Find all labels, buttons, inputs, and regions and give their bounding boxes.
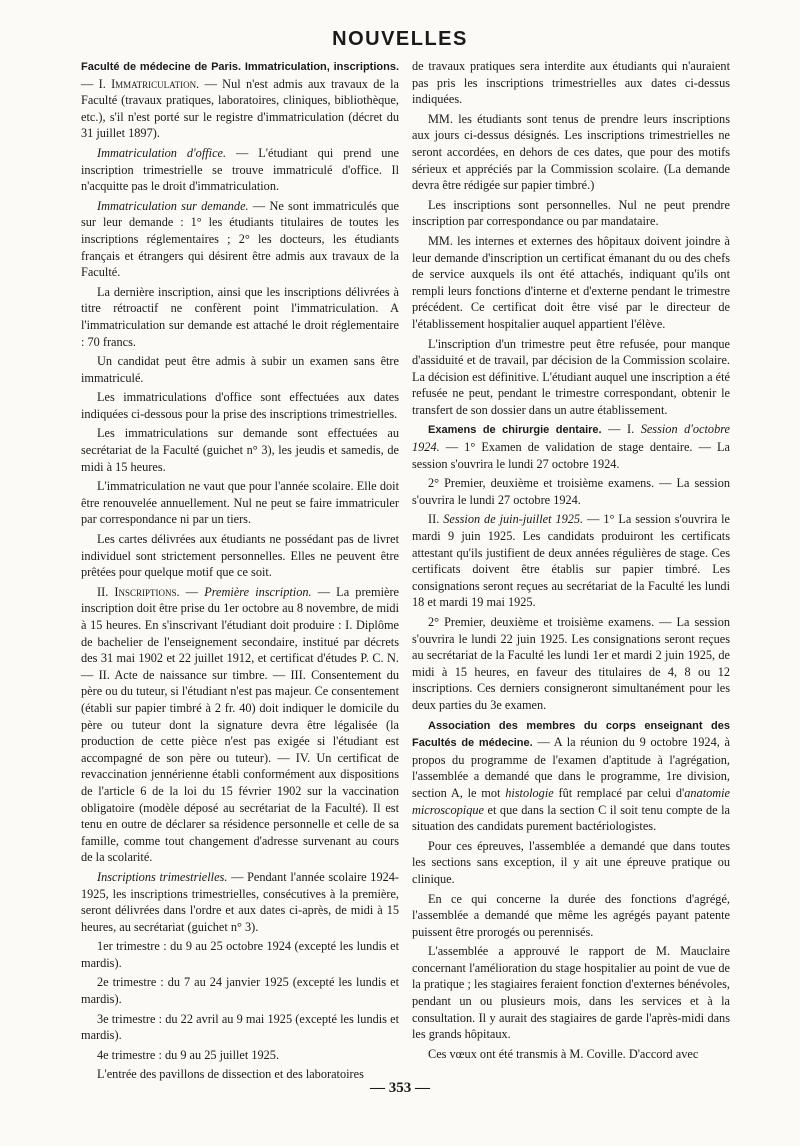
paragraph-text: II. <box>428 512 440 527</box>
paragraph: La dernière inscription, ainsi que les inscriptions délivrées à titre rétroactif ne confèrent point l'immatriculation. A l'immatriculation sur demande est attaché le droit réglementaire : 70 francs. <box>81 284 399 349</box>
paragraph-text: — 1° La session s'ouvrira le mardi 9 juin 1925. Les candidats produiront les certificats attestant qu'ils justifient de deux années régulières de stage. Ces certificats doivent être établis sur papier timbré. Les consignations seront reçues au secrétariat de la Faculté les lundi 18 et mardi 19 mai 1925. <box>412 512 731 610</box>
page-number: — 353 — <box>370 1080 430 1096</box>
page-title: NOUVELLES <box>332 28 468 50</box>
subheading: Immatriculation d'office. <box>97 145 227 160</box>
section-heading: Association des membres du corps enseignant des Facultés de médecine. <box>412 719 730 750</box>
paragraph: 2° Premier, deuxième et troisième examens. — La session s'ouvrira le lundi 22 juin 1925. Les consignations seront reçues au secrétariat de la Faculté les lundi 1er et mardi 2 juin 1925, de midi à 15 heures, en faveur des titulaires de 4, 8 ou 12 inscriptions. Ces derniers consigneront simultanément pour les deux parties du 3e examen. <box>412 615 730 712</box>
paragraph: de travaux pratiques sera interdite aux étudiants qui n'auraient pas pris les inscriptions trimestrielles aux dates ci-dessus indiquées. <box>412 59 730 107</box>
paragraph: 4e trimestre : du 9 au 25 juillet 1925. <box>97 1047 280 1062</box>
paragraph-text: — I. <box>608 422 635 437</box>
paragraph: L'entrée des pavillons de dissection et des laboratoires <box>97 1067 364 1082</box>
subheading: — I. Immatriculation. <box>81 76 200 91</box>
section-heading: Faculté de médecine de Paris. Immatriculation, inscriptions. <box>81 61 399 73</box>
subheading: Inscriptions trimestrielles. <box>97 869 228 884</box>
paragraph <box>412 421 730 472</box>
paragraph: L'assemblée a approuvé le rapport de M. Mauclaire concernant l'amélioration du stage hospitalier au point de vue de la pratique ; les stagiaires feraient fonction d'externes bénévoles, pendant un ou plusieurs mois, dans les services et à la consultation. Il y aurait des stagiaires de garde l'après-midi dans les grands hôpitaux. <box>412 944 730 1042</box>
subheading: Session de juin-juillet 1925. <box>443 512 584 527</box>
paragraph-text: et que dans la section C il soit tenu compte de la situation des candidats purement bactériologistes. <box>412 802 730 834</box>
paragraph: 1er trimestre : du 9 au 25 octobre 1924 (excepté les lundis et mardis). <box>81 939 399 970</box>
paragraph-text: — L'étudiant qui prend une inscription trimestrielle se trouve immatriculé d'office. Il n'acquitte pas le droit d'immatriculation. <box>81 145 399 194</box>
paragraph: MM. les étudiants sont tenus de prendre leurs inscriptions aux jours ci-dessus désignés. Les inscriptions trimestrielles ne seront accordées, en dehors de ces dates, que pour des motifs sérieux et appréciés par la Commission scolaire. (La demande devra être rédigée sur papier timbré.) <box>412 111 730 193</box>
paragraph-text: — A la réunion du 9 octobre 1924, à propos du programme de l'examen d'aptitude à l'agrégation, l'assemblée a demandé que dans le programme, 1re division, section A, le mot <box>412 735 730 800</box>
section-heading: Examens de chirurgie dentaire. <box>428 424 602 437</box>
paragraph: En ce qui concerne la durée des fonctions d'agrégé, l'assemblée a demandé que même les agrégés payant patente puissent être prorogés ou perennisés. <box>412 891 730 939</box>
paragraph: Pour ces épreuves, l'assemblée a demandé que dans toutes les sections sans exception, il y ait une épreuve pratique ou clinique. <box>412 838 730 886</box>
subheading: II. Inscriptions. <box>97 584 180 599</box>
paragraph <box>412 511 730 611</box>
paragraph-text: — Ne sont immatriculés que sur leur demande : 1° les étudiants titulaires de toutes les inscriptions réglementaires ; 2° les docteurs, les étudiants français et étrangers qui désirent être admis aux travaux de la Faculté. <box>81 198 399 280</box>
paragraph-text: — La première inscription doit être prise du 1er octobre au 8 novembre, de midi à 15 heures. En s'inscrivant l'étudiant doit produire : I. Diplôme de bachelier de l'enseignement secondaire, institué par décrets des 31 mai 1902 et 22 juillet 1912, et certificat d'études P. C. N. — II. Acte de naissance sur timbre. — III. Consentement du père ou du tuteur, si l'étudiant n'est pas majeur. Ce consentement (établi sur papier timbré à 2 fr. 40) doit indiquer le domicile du père ou tuteur dont la signature devra être légalisée (la production de cette pièce n'est pas exigée si l'étudiant est accompagné de son père ou tuteur). — IV. Un certificat de revaccination jennérienne établi conformément aux dispositions de l'article 6 de la loi du 15 février 1902 sur la vaccination obligatoire (modèle déposé au secrétariat de la Faculté). Il est tenu en outre de déclarer sa résidence personnelle et celle de sa famille, comme tout changement d'adresse survenant au cours de la scolarité. <box>81 584 399 865</box>
paragraph: L'inscription d'un trimestre peut être refusée, pour manque d'assiduité et de travail, par décision de la Commission scolaire. La décision est définitive. L'étudiant auquel une inscription a été refusée ne peut, pendant le trimestre correspondant, obtenir le transfert de son dossier dans un autre établissement. <box>412 336 730 417</box>
paragraph: Les immatriculations d'office sont effectuées aux dates indiquées ci-dessous pour la prise des inscriptions trimestrielles. <box>81 390 399 421</box>
paragraph: 2° Premier, deuxième et troisième examens. — La session s'ouvrira le lundi 27 octobre 1924. <box>412 476 730 507</box>
paragraph: Un candidat peut être admis à subir un examen sans être immatriculé. <box>81 354 399 385</box>
paragraph-text: — Nul n'est admis aux travaux de la Faculté (travaux pratiques, laboratoires, cliniques, bibliothèque, etc.), s'il n'est porté sur le registre d'immatriculation (décret du 31 juillet 1897). <box>81 76 399 141</box>
paragraph-text: — 1° Examen de validation de stage dentaire. — La session s'ouvrira le lundi 27 octobre 1924. <box>412 440 730 471</box>
subheading: Immatriculation sur demande. <box>97 198 249 213</box>
emphasis: anatomie microscopique <box>412 785 731 817</box>
subheading: Session d'octobre 1924. <box>412 422 731 455</box>
emphasis: histologie <box>505 785 554 800</box>
paragraph-text: — Pendant l'année scolaire 1924-1925, les inscriptions trimestrielles, consécutives à la première, seront délivrées dans l'ordre et aux dates ci-après, de midi à 15 heures, au secrétariat (guichet n° 3). <box>81 869 399 934</box>
paragraph: Les immatriculations sur demande sont effectuées au secrétariat de la Faculté (guichet n° 3), les jeudis et samedis, de midi à 15 heures. <box>81 426 399 474</box>
left-column <box>81 58 399 1086</box>
paragraph: II. Inscriptions. — Première inscription. — La première inscription doit être prise du 1er octobre au 8 novembre, de midi à 15 heures. En s'inscrivant l'étudiant doit produire : I. Diplôme de bachelier de l'enseignement secondaire, institué par décrets des 31 mai 1902 et 22 juillet 1912, et certificat d'études P. C. N. — II. Acte de naissance sur timbre. — III. Consentement du père ou du tuteur, si l'étudiant n'est pas majeur. Ce consentement (établi sur papier timbré à 2 fr. 40) doit indiquer le domicile du père ou tuteur dont la signature devra être légalisée (la production de cette pièce n'est pas exigée si l'étudiant est accompagné de son père ou tuteur). — IV. Un certificat de revaccination jennérienne établi conformément aux dispositions de l'article 6 de la loi du 15 février 1902 sur la vaccination obligatoire (modèle déposé au secrétariat de la Faculté). Il est tenu en outre de déclarer sa résidence personnelle et celle de sa famille, comme tout changement d'adresse survenant au cours de la scolarité. <box>81 584 399 865</box>
paragraph: Les inscriptions sont personnelles. Nul ne peut prendre inscription par correspondance ou par mandataire. <box>412 197 730 229</box>
paragraph <box>81 198 399 281</box>
paragraph: Ces vœux ont été transmis à M. Coville. D'accord avec <box>428 1046 699 1061</box>
paragraph <box>81 58 399 142</box>
paragraph: 3e trimestre : du 22 avril au 9 mai 1925 (excepté les lundis et mardis). <box>81 1011 399 1043</box>
paragraph <box>81 145 399 195</box>
paragraph <box>81 869 399 935</box>
paragraph <box>412 717 730 835</box>
paragraph: MM. les internes et externes des hôpitaux doivent joindre à leur demande d'inscription un certificat émanant du ou des chefs de service auxquels ils ont été attachés, indiquant qu'ils ont rempli leurs fonctions d'interne et d'externe pendant le trimestre précédent. Ce certificat doit être visé par le directeur de l'établissement hospitalier auquel appartient l'élève. <box>412 233 730 331</box>
paragraph: Les cartes délivrées aux étudiants ne possédant pas de livret individuel sont strictement personnelles. Elles ne peuvent être prêtées pour quelque motif que ce soit. <box>81 532 399 580</box>
subheading: Première inscription. <box>204 584 312 599</box>
paragraph: 2e trimestre : du 7 au 24 janvier 1925 (excepté les lundis et mardis). <box>81 975 399 1007</box>
paragraph-text: fût remplacé par celui d' <box>558 785 685 800</box>
right-column <box>412 58 730 1065</box>
paragraph: L'immatriculation ne vaut que pour l'année scolaire. Elle doit être renouvelée annuellement. Nul ne peut se faire immatriculer par correspondance ni par un tiers. <box>81 479 399 527</box>
